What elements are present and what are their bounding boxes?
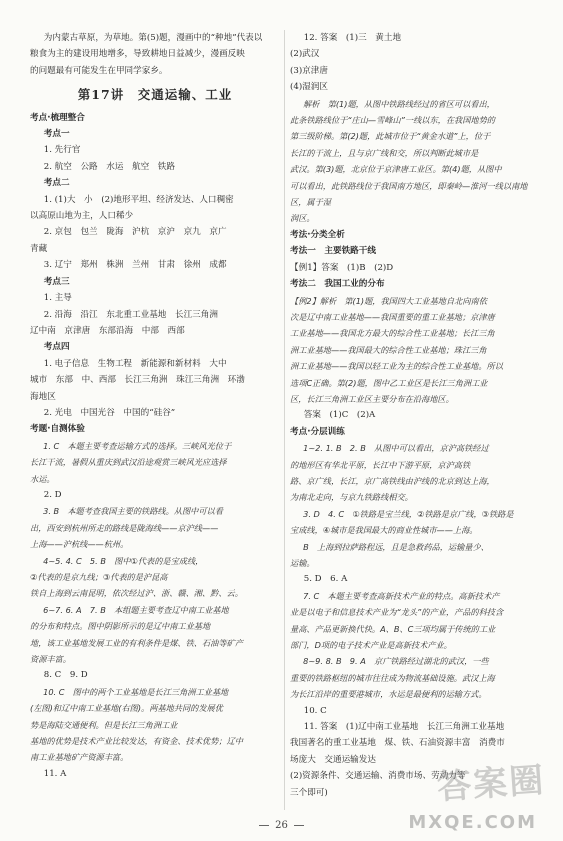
answer-line: 10. C 图中的两个工业基地是长江三角洲工业基地 bbox=[43, 686, 229, 697]
explanation-line: 宝成线，④城市是我国最大的商业性城市——上海。 bbox=[290, 525, 478, 536]
explanation-line: B 上海到拉萨路程远，且是急救药品，运输量少、 bbox=[303, 541, 489, 552]
topic-heading: 考点一 bbox=[43, 129, 70, 140]
explanation-line: 解析 第(1)题，从图中铁路线经过的省区可以看出， bbox=[303, 98, 495, 109]
answer-line: 6~7. 6. A 7. B 本组题主要考查辽中南工业基地 bbox=[43, 604, 229, 615]
answer-line: 12. 答案 (1)三 黄土地 bbox=[303, 33, 402, 43]
explanation-line: 润区。 bbox=[290, 213, 315, 224]
answer-line: 3. B 本题考查我国主要的铁路线。从图中可以看 bbox=[43, 506, 223, 517]
answer-line: 以高原山地为主，人口稀少 bbox=[30, 211, 134, 222]
answer-line: 2. 京包 包兰 陇海 沪杭 京沪 京九 京广 bbox=[43, 227, 227, 238]
answer-line: 青藏 bbox=[30, 243, 48, 254]
explanation-line: 路、京广线，长江，京广高铁线由沪线的北京到达上海， bbox=[290, 475, 495, 486]
section-heading: 考点·梳理整合 bbox=[30, 112, 85, 123]
explanation-line: 第三级阶梯。第(2)题，此城市位于“黄金水道”上，位于 bbox=[290, 131, 491, 142]
answer-line: 【例1】答案 (1)B (2)D bbox=[290, 262, 394, 273]
explanation-line: 武汉。第(3)题，北京位于京津唐工业区。第(4)题，从图中 bbox=[290, 164, 502, 175]
answer-line: 的分布和特点。图中阴影所示的是辽中南工业基地 bbox=[30, 621, 211, 632]
answer-line: 答案 (1)C (2)A bbox=[303, 410, 376, 421]
topic-heading: 考法一 主要铁路干线 bbox=[290, 246, 376, 257]
answer-line: 3. 辽宁 郑州 株洲 兰州 甘肃 徐州 成都 bbox=[43, 260, 227, 271]
answer-line: 2. 沿海 沿江 东北重工业基地 长江三角洲 bbox=[43, 309, 218, 320]
answer-line: 出，西安到杭州所走的路线是陇海线——京沪线—— bbox=[30, 522, 219, 533]
answer-line: 10. C bbox=[303, 705, 327, 716]
answer-line: (2)武汉 bbox=[290, 49, 320, 60]
answer-line: 2. D bbox=[43, 489, 62, 500]
answer-line: (左图)和辽中南工业基地(右图)。两基地共同的发展优 bbox=[30, 703, 223, 714]
topic-heading: 考点二 bbox=[43, 178, 70, 189]
answer-line: 势是海陆交通便利。但是长江三角洲工业 bbox=[30, 719, 178, 730]
intro-line: 粮食为主的建设用地增多，导致耕地日益减少，漫画反映 bbox=[30, 49, 245, 60]
answer-line: 1. 主导 bbox=[43, 293, 72, 304]
answer-line: 我国著名的重工业基地 煤、铁、石油资源丰富 消费市 bbox=[290, 738, 505, 749]
answer-line: 11. 答案 (1)辽中南工业基地 长江三角洲工业基地 bbox=[303, 722, 505, 733]
explanation-line: 选项C正确。第(2)题，图中乙工业区是长江三角洲工业 bbox=[290, 377, 488, 388]
answer-line: 南工业基地矿产资源丰富。 bbox=[30, 752, 129, 763]
topic-heading: 考点三 bbox=[43, 276, 70, 287]
answer-line: 1. 电子信息 生物工程 新能源和新材料 大中 bbox=[43, 358, 227, 369]
explanation-line: 为南北走向，与京九铁路线相交。 bbox=[290, 492, 413, 503]
explanation-line: 3. D 4. C ①铁路是宝兰线，②铁路是京广线，③铁路是 bbox=[303, 508, 514, 519]
answer-line: 5. D 6. A bbox=[303, 574, 348, 585]
explanation-line: 【例2】解析 第(1)题，我国四大工业基地自北向南依 bbox=[290, 295, 487, 306]
explanation-line: 此条铁路线位于“庄山—雪峰山”一线以东，在我国地势的 bbox=[290, 115, 495, 126]
answer-line: 场庞大 交通运输发达 bbox=[290, 754, 376, 765]
intro-line: 为内蒙古草原，为草地。第(5)题，漫画中的“种地”代表以 bbox=[43, 33, 263, 43]
explanation-line: 区，长江三角洲工业区主要分布在沿海地区。 bbox=[290, 393, 454, 404]
explanation-line: 洲工业基地——我国最大的综合性工业基地；珠江三角 bbox=[290, 344, 487, 355]
topic-heading: 考点四 bbox=[43, 342, 70, 353]
answer-line: 长江干流，暑假从重庆到武汉沿途观赏三峡风光应选择 bbox=[30, 457, 227, 468]
explanation-line: 的地形区有华北平原，长江中下游平原，京沪高铁 bbox=[290, 459, 471, 470]
answer-line: 1. 先行官 bbox=[43, 145, 81, 156]
answer-line: 辽中南 京津唐 东部沿海 中部 西部 bbox=[30, 325, 185, 336]
section-heading: 考法·分类全析 bbox=[290, 229, 345, 240]
column-divider bbox=[284, 30, 285, 810]
answer-line: 1. C 本题主要考查运输方式的选择。三峡风光位于 bbox=[43, 440, 232, 451]
explanation-line: 可以看出，此铁路线位于我国南方地区，即秦岭—淮河一线以南地区，属于湿 bbox=[290, 180, 528, 208]
explanation-line: 重要的铁路枢纽的城市往往成为物流基础设施。武汉上海 bbox=[290, 672, 495, 683]
answer-line: 11. A bbox=[43, 768, 67, 779]
explanation-line: 长江的干流上，且与京广线和交，所以判断此城市是 bbox=[290, 147, 479, 158]
answer-line: 上海——沪杭线——杭州。 bbox=[30, 539, 129, 550]
explanation-line: 洲工业基地——我国以轻工业为主的综合性工业基地。所以 bbox=[290, 361, 503, 372]
answer-line: (3)京津唐 bbox=[290, 65, 328, 76]
explanation-line: 为长江沿岸的重要港城市，水运是最便利的运输方式。 bbox=[290, 689, 487, 700]
right-column bbox=[290, 30, 538, 801]
page-number-rule bbox=[259, 825, 269, 826]
intro-line: 的问题最有可能发生在甲同学家乡。 bbox=[30, 65, 168, 76]
answer-line: 1. (1)大 小 (2)地形平坦、经济发达、人口稠密 bbox=[43, 194, 234, 205]
answer-line: 4~5. 4. C 5. B 图中①代表的是宝成线， bbox=[43, 555, 204, 566]
answer-line: 三个即可) bbox=[290, 787, 328, 798]
answer-line: 地，该工业基地发展工业的有利条件是煤、铁、石油等矿产 bbox=[30, 637, 243, 648]
answer-line: 2. 光电 中国光谷 中国的“硅谷” bbox=[43, 407, 176, 418]
answer-line: 资源丰富。 bbox=[30, 654, 71, 665]
explanation-line: 业是以电子和信息技术产业为“龙头”的产业，产品的科技含 bbox=[290, 607, 504, 618]
section-heading: 考点·分层训练 bbox=[290, 426, 345, 437]
answer-line: (4)湿润区 bbox=[290, 82, 328, 93]
watermark-url: MXQE.COM bbox=[408, 812, 537, 833]
section-heading: 考题·自测体验 bbox=[30, 424, 85, 435]
explanation-line: 部门，D项的电子技术产业是高新技术产业。 bbox=[290, 640, 452, 651]
answer-line: 水运。 bbox=[30, 473, 55, 484]
answer-line: 基地的优势是技术产业比较发达，有资金、技术优势；辽中 bbox=[30, 736, 243, 747]
answer-line: 城市 东部 中、西部 长江三角洲 珠江三角洲 环渤 bbox=[30, 375, 245, 386]
explanation-line: 8~9. 8. B 9. A 京广铁路经过湖北的武汉，一些 bbox=[303, 656, 489, 667]
explanation-line: 次是辽中南工业基地——我国重要的重工业基地；京津唐 bbox=[290, 311, 495, 322]
watermark-logo: 答案圈 bbox=[435, 760, 547, 808]
page-number-rule bbox=[294, 825, 304, 826]
explanation-line: 运输。 bbox=[290, 558, 315, 568]
answer-line: 铁自上海到云南昆明，依次经过沪、浙、赣、湘、黔、云。 bbox=[30, 588, 243, 599]
answer-line: 2. 航空 公路 水运 航空 铁路 bbox=[43, 161, 175, 172]
answer-line: 8. C 9. D bbox=[43, 670, 88, 681]
explanation-line: 1~2. 1. B 2. B 从图中可以看出，京沪高铁经过 bbox=[303, 443, 489, 454]
lesson-title: 第17讲 交通运输、工业 bbox=[77, 87, 233, 103]
explanation-line: 工业基地——我国北方最大的综合性工业基地；长江三角 bbox=[290, 328, 495, 339]
answer-line: (2)资源条件、交通运输、消费市场、劳动力等 bbox=[290, 771, 466, 782]
topic-heading: 考法二 我国工业的分布 bbox=[290, 279, 385, 290]
page-number-text: 26 bbox=[275, 820, 288, 831]
explanation-line: 量高、产品更新换代快。A、B、C三项均属于传统的工业 bbox=[290, 623, 496, 634]
answer-line: 海地区 bbox=[30, 391, 56, 402]
answer-line: ②代表的是京九线；③代表的是沪昆高 bbox=[30, 572, 168, 582]
explanation-line: 7. C 本题主要考查高新技术产业的特点。高新技术产 bbox=[303, 590, 500, 601]
left-column bbox=[30, 30, 280, 782]
